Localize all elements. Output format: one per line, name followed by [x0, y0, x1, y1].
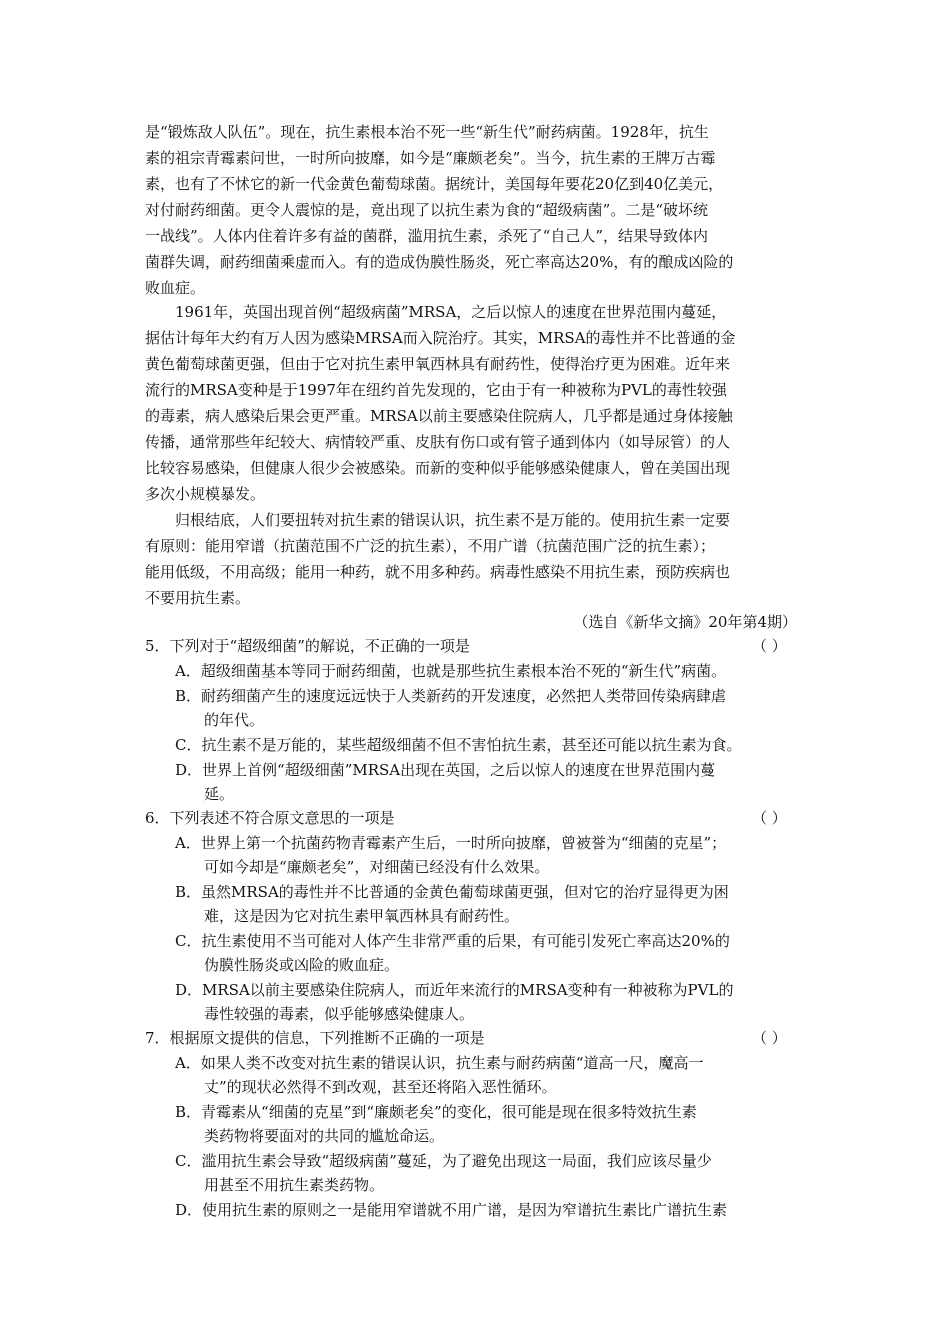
text-line: 传播，通常那些年纪较大、病情较严重、皮肤有伤口或有管子通到体内（如导尿管）的人 [145, 433, 731, 451]
text-line: 有原则：能用窄谱（抗菌范围不广泛的抗生素），不用广谱（抗菌范围广泛的抗生素）； [145, 537, 716, 555]
option-c-continued: 用甚至不用抗生素类药物。 [204, 1176, 385, 1194]
option-b-continued: 的年代。 [204, 711, 265, 729]
text-line: 素，也有了不怵它的新一代金黄色葡萄球菌。据统计，美国每年要花20亿到40亿美元， [145, 175, 724, 193]
option-c: C．抗生素使用不当可能对人体产生非常严重的后果，有可能引发死亡率高达20%的 [175, 932, 730, 950]
answer-blank: （ ） [752, 809, 787, 827]
option-a-continued: 可如今却是“廉颇老矣”，对细菌已经没有什么效果。 [204, 858, 550, 876]
option-a-continued: 丈”的现状必然得不到改观，甚至还将陷入恶性循环。 [204, 1078, 557, 1096]
text-line: 不要用抗生素。 [145, 589, 251, 607]
option-d: D．使用抗生素的原则之一是能用窄谱就不用广谱，是因为窄谱抗生素比广谱抗生素 [175, 1201, 728, 1219]
text-line: 比较容易感染，但健康人很少会被感染。而新的变种似乎能够感染健康人，曾在美国出现 [145, 459, 731, 477]
question-stem: 5．下列对于“超级细菌”的解说，不正确的一项是 [145, 637, 470, 655]
option-b: B．耐药细菌产生的速度远远快于人类新药的开发速度，必然把人类带回传染病肆虐 [175, 687, 727, 705]
source-citation: （选自《新华文摘》20年第4期） [573, 613, 797, 631]
text-line: 流行的MRSA变种是于1997年在纽约首先发现的，它由于有一种被称为PVL的毒性较强 [145, 381, 727, 399]
text-line: 素的祖宗青霉素问世，一时所向披靡，如今是“廉颇老矣”。当今，抗生素的王牌万古霉 [145, 149, 716, 167]
text-line: 菌群失调，耐药细菌乘虚而入。有的造成伪膜性肠炎，死亡率高达20%，有的酿成凶险的 [145, 253, 734, 271]
text-line: 1961年，英国出现首例“超级病菌”MRSA，之后以惊人的速度在世界范围内蔓延， [175, 303, 727, 321]
option-a: A．超级细菌基本等同于耐药细菌，也就是那些抗生素根本治不死的“新生代”病菌。 [175, 662, 727, 680]
option-a: A．如果人类不改变对抗生素的错误认识，抗生素与耐药病菌“道高一尺，魔高一 [175, 1054, 704, 1072]
answer-blank: （ ） [752, 637, 787, 655]
option-b: B．虽然MRSA的毒性并不比普通的金黄色葡萄球菌更强，但对它的治疗显得更为困 [175, 883, 729, 901]
text-line: 能用低级，不用高级；能用一种药，就不用多种药。病毒性感染不用抗生素，预防疾病也 [145, 563, 731, 581]
option-b-continued: 类药物将要面对的共同的尴尬命运。 [204, 1127, 445, 1145]
option-d: D．MRSA以前主要感染住院病人，而近年来流行的MRSA变种有一种被称为PVL的 [175, 981, 734, 999]
option-c: C．滥用抗生素会导致“超级病菌”蔓延，为了避免出现这一局面，我们应该尽量少 [175, 1152, 712, 1170]
answer-blank: （ ） [752, 1029, 787, 1047]
option-b: B．青霉素从“细菌的克星”到“廉颇老矣”的变化，很可能是现在很多特效抗生素 [175, 1103, 697, 1121]
text-line: 是“锻炼敌人队伍”。现在，抗生素根本治不死一些“新生代”耐药病菌。1928年，抗生 [145, 123, 709, 141]
option-c-continued: 伪膜性肠炎或凶险的败血症。 [204, 956, 400, 974]
text-line: 的毒素，病人感染后果会更严重。MRSA以前主要感染住院病人，几乎都是通过身体接触 [145, 407, 733, 425]
option-c: C．抗生素不是万能的，某些超级细菌不但不害怕抗生素，甚至还可能以抗生素为食。 [175, 736, 742, 754]
question-stem: 6．下列表述不符合原文意思的一项是 [145, 809, 395, 827]
option-a: A．世界上第一个抗菌药物青霉素产生后，一时所向披靡，曾被誉为“细菌的克星”； [175, 834, 727, 852]
option-d-continued: 延。 [204, 785, 235, 803]
question-stem: 7．根据原文提供的信息，下列推断不正确的一项是 [145, 1029, 485, 1047]
text-line: 据估计每年大约有万人因为感染MRSA而入院治疗。其实，MRSA的毒性并不比普通的金 [145, 329, 736, 347]
text-line: 败血症。 [145, 279, 206, 297]
text-line: 归根结底，人们要扭转对抗生素的错误认识，抗生素不是万能的。使用抗生素一定要 [175, 511, 731, 529]
option-d-continued: 毒性较强的毒素，似乎能够感染健康人。 [204, 1005, 475, 1023]
option-d: D．世界上首例“超级细菌”MRSA出现在英国，之后以惊人的速度在世界范围内蔓 [175, 761, 716, 779]
text-line: 一战线”。人体内住着许多有益的菌群，滥用抗生素，杀死了“自己人”，结果导致体内 [145, 227, 709, 245]
option-b-continued: 难，这是因为它对抗生素甲氧西林具有耐药性。 [204, 907, 520, 925]
text-line: 多次小规模暴发。 [145, 485, 266, 503]
text-line: 对付耐药细菌。更令人震惊的是，竟出现了以抗生素为食的“超级病菌”。二是“破坏统 [145, 201, 709, 219]
text-line: 黄色葡萄球菌更强，但由于它对抗生素甲氧西林具有耐药性，使得治疗更为困难。近年来 [145, 355, 731, 373]
